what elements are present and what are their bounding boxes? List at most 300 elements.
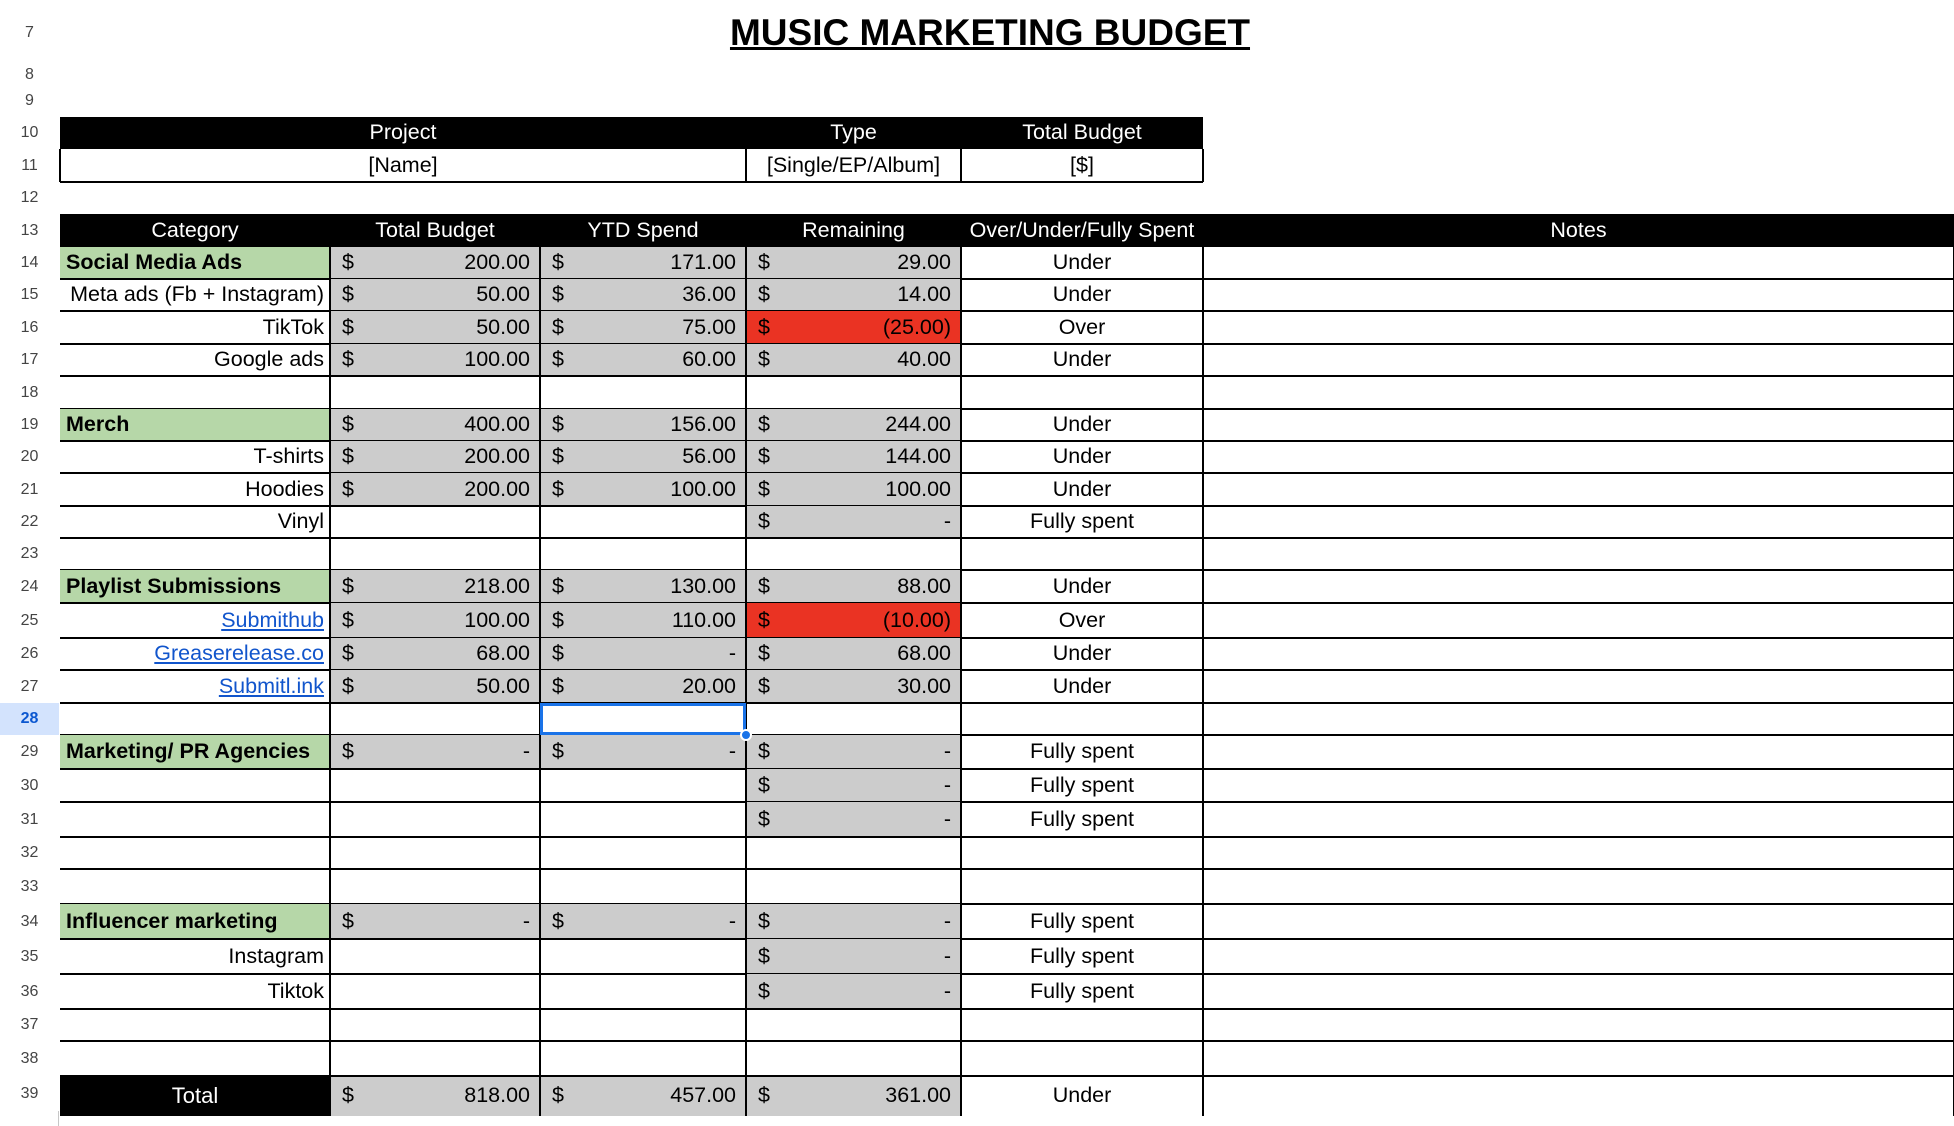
status-cell[interactable]: Under <box>1052 282 1112 307</box>
category-item[interactable] <box>60 473 330 506</box>
category-item[interactable] <box>60 670 330 703</box>
currency-symbol: $ <box>552 573 564 598</box>
grid-line <box>745 376 747 409</box>
row-number-29[interactable]: 29 <box>0 735 59 769</box>
grid-line <box>960 441 962 473</box>
currency-symbol: $ <box>342 673 354 698</box>
amount-value: - <box>943 739 951 764</box>
currency-symbol: $ <box>758 641 770 666</box>
amount-value: 144.00 <box>885 444 951 469</box>
grid-line <box>1202 802 1204 837</box>
currency-symbol: $ <box>342 739 354 764</box>
grid-line <box>745 837 747 869</box>
grid-line <box>745 974 747 1009</box>
grid-line <box>539 1076 541 1116</box>
grid-line <box>329 441 331 473</box>
currency-symbol: $ <box>342 573 354 598</box>
remaining-cell[interactable] <box>746 769 961 802</box>
row-number-28[interactable]: 28 <box>0 703 59 735</box>
row-number-34[interactable]: 34 <box>0 904 59 939</box>
grid-line <box>745 1076 747 1116</box>
ytd-spend-cell[interactable] <box>540 638 746 670</box>
remaining-cell[interactable] <box>746 311 961 344</box>
amount-value: 75.00 <box>682 314 736 339</box>
selected-cell[interactable] <box>540 703 746 735</box>
row-number-21[interactable]: 21 <box>0 473 59 506</box>
grid-line <box>1202 409 1204 441</box>
amount-value: 110.00 <box>671 607 736 632</box>
currency-symbol: $ <box>342 607 354 632</box>
amount-value: - <box>943 806 951 831</box>
grid-line <box>60 1075 1954 1077</box>
grid-line <box>960 149 962 182</box>
status-cell[interactable]: Under <box>1052 673 1112 698</box>
budget-cell[interactable] <box>330 409 540 441</box>
currency-symbol: $ <box>758 1083 770 1108</box>
currency-symbol: $ <box>552 607 564 632</box>
budget-cell[interactable] <box>330 603 540 638</box>
category-heading[interactable] <box>60 409 330 441</box>
status-cell[interactable]: Fully spent <box>1030 908 1134 933</box>
row-number-10[interactable]: 10 <box>0 117 59 149</box>
row-number-30[interactable]: 30 <box>0 769 59 802</box>
status-cell[interactable]: Fully spent <box>1030 739 1134 764</box>
grid-line <box>539 1041 541 1076</box>
row-number-18[interactable]: 18 <box>0 376 59 409</box>
row-number-13[interactable]: 13 <box>0 214 59 247</box>
grid-line <box>539 376 541 409</box>
category-item[interactable] <box>60 279 330 311</box>
category-label: TikTok <box>262 314 324 339</box>
row-number-38[interactable]: 38 <box>0 1041 59 1076</box>
grid-line <box>329 904 331 939</box>
grid-line <box>60 1040 1954 1042</box>
category-item[interactable] <box>60 638 330 670</box>
amount-value: - <box>522 739 530 764</box>
amount-value: - <box>728 908 736 933</box>
amount-value: 171.00 <box>670 250 736 275</box>
status-cell[interactable]: Under <box>1052 573 1112 598</box>
project-value-0[interactable]: [Name] <box>368 152 438 177</box>
grid-line <box>1202 638 1204 670</box>
currency-symbol: $ <box>342 476 354 501</box>
row-number-27[interactable]: 27 <box>0 670 59 703</box>
grid-line <box>1202 1076 1204 1116</box>
grid-line <box>59 149 61 182</box>
budget-cell[interactable] <box>330 473 540 506</box>
row-number-33[interactable]: 33 <box>0 869 59 904</box>
status-cell[interactable]: Under <box>1052 444 1112 469</box>
grid-line <box>1202 1041 1204 1076</box>
grid-line <box>539 769 541 802</box>
row-number-26[interactable]: 26 <box>0 638 59 670</box>
category-heading[interactable] <box>60 247 330 279</box>
grid-line <box>539 538 541 570</box>
amount-value: - <box>943 943 951 968</box>
category-heading[interactable] <box>60 904 330 939</box>
status-cell[interactable]: Over <box>1058 314 1106 339</box>
category-link[interactable]: Submithub <box>221 607 324 632</box>
total-status-cell[interactable]: Under <box>1052 1083 1112 1108</box>
row-number-31[interactable]: 31 <box>0 802 59 837</box>
page-title: MUSIC MARKETING BUDGET <box>729 12 1251 53</box>
currency-symbol: $ <box>342 250 354 275</box>
category-label: Merch <box>66 412 130 437</box>
grid-line <box>329 974 331 1009</box>
amount-value: 40.00 <box>897 347 951 372</box>
grid-line <box>329 570 331 603</box>
currency-symbol: $ <box>552 476 564 501</box>
remaining-cell[interactable] <box>746 802 961 837</box>
grid-line <box>1202 149 1204 182</box>
ytd-spend-cell[interactable] <box>540 904 746 939</box>
grid-line <box>539 311 541 344</box>
grid-line <box>960 670 962 703</box>
row-number-16[interactable]: 16 <box>0 311 59 344</box>
row-number-39[interactable]: 39 <box>0 1076 59 1111</box>
ytd-spend-cell[interactable] <box>540 570 746 603</box>
remaining-cell[interactable] <box>746 974 961 1009</box>
grid-line <box>960 1076 962 1116</box>
grid-line <box>960 247 962 279</box>
grid-line <box>60 375 1954 377</box>
currency-symbol: $ <box>758 509 770 534</box>
amount-value: (10.00) <box>882 607 951 632</box>
amount-value: 68.00 <box>897 641 951 666</box>
category-item[interactable] <box>60 769 330 802</box>
category-label: Tiktok <box>267 978 324 1003</box>
grid-line <box>960 473 962 506</box>
currency-symbol: $ <box>758 908 770 933</box>
grid-line <box>745 603 747 638</box>
status-cell[interactable]: Under <box>1052 250 1112 275</box>
remaining-cell[interactable] <box>746 473 961 506</box>
remaining-cell[interactable] <box>746 904 961 939</box>
category-item[interactable] <box>60 939 330 974</box>
amount-value: 400.00 <box>464 412 530 437</box>
amount-value: 200.00 <box>464 476 530 501</box>
budget-cell[interactable] <box>330 904 540 939</box>
currency-symbol: $ <box>758 978 770 1003</box>
grid-line <box>60 868 1954 870</box>
amount-value: 100.00 <box>670 476 736 501</box>
grid-line <box>539 939 541 974</box>
amount-value: 50.00 <box>476 673 530 698</box>
grid-line <box>329 538 331 570</box>
grid-line <box>1202 904 1204 939</box>
grid-line <box>745 247 747 279</box>
currency-symbol: $ <box>342 347 354 372</box>
amount-value: 218.00 <box>464 573 530 598</box>
grid-line <box>329 869 331 904</box>
currency-symbol: $ <box>552 739 564 764</box>
amount-value: 156.00 <box>670 412 736 437</box>
row-number-8[interactable]: 8 <box>0 65 59 85</box>
grid-line <box>960 869 962 904</box>
grid-line <box>539 802 541 837</box>
ytd-spend-cell[interactable] <box>540 670 746 703</box>
category-label: Social Media Ads <box>66 250 243 275</box>
category-label: T-shirts <box>253 444 324 469</box>
remaining-cell[interactable] <box>746 735 961 769</box>
fill-handle[interactable] <box>740 729 752 741</box>
ytd-spend-cell[interactable] <box>540 473 746 506</box>
grid-line <box>539 670 541 703</box>
category-heading[interactable] <box>60 735 330 769</box>
grid-line <box>745 769 747 802</box>
grid-line <box>745 939 747 974</box>
grid-line <box>960 939 962 974</box>
remaining-cell[interactable] <box>746 603 961 638</box>
amount-value: 88.00 <box>897 573 951 598</box>
row-number-20[interactable]: 20 <box>0 441 59 473</box>
budget-cell[interactable] <box>330 247 540 279</box>
grid-line <box>1202 769 1204 802</box>
currency-symbol: $ <box>552 314 564 339</box>
ytd-spend-cell[interactable] <box>540 409 746 441</box>
grid-line <box>539 1009 541 1041</box>
grid-line <box>745 802 747 837</box>
currency-symbol: $ <box>758 250 770 275</box>
amount-value: 36.00 <box>682 282 736 307</box>
currency-symbol: $ <box>758 282 770 307</box>
grid-line <box>960 703 962 735</box>
currency-symbol: $ <box>552 1083 564 1108</box>
row-number-22[interactable]: 22 <box>0 506 59 538</box>
grid-line <box>745 344 747 376</box>
category-item[interactable] <box>60 974 330 1009</box>
grid-line <box>329 703 331 735</box>
status-cell[interactable]: Fully spent <box>1030 509 1134 534</box>
row-number-9[interactable]: 9 <box>0 85 59 117</box>
grid-line <box>539 473 541 506</box>
grid-line <box>329 769 331 802</box>
status-cell[interactable]: Under <box>1052 641 1112 666</box>
currency-symbol: $ <box>342 444 354 469</box>
category-item[interactable] <box>60 603 330 638</box>
total-ytd-cell[interactable] <box>540 1076 746 1116</box>
row-number-7[interactable]: 7 <box>0 0 59 65</box>
amount-value: - <box>943 978 951 1003</box>
grid-line <box>329 837 331 869</box>
grid-line <box>960 376 962 409</box>
currency-symbol: $ <box>552 673 564 698</box>
currency-symbol: $ <box>342 314 354 339</box>
remaining-cell[interactable] <box>746 344 961 376</box>
status-cell[interactable]: Fully spent <box>1030 806 1134 831</box>
total-remaining-cell[interactable] <box>746 1076 961 1116</box>
currency-symbol: $ <box>758 573 770 598</box>
grid-line <box>960 344 962 376</box>
remaining-cell[interactable] <box>746 441 961 473</box>
amount-value: 200.00 <box>464 250 530 275</box>
status-cell[interactable]: Fully spent <box>1030 978 1134 1003</box>
column-header-ytd-spend: YTD Spend <box>540 214 746 247</box>
remaining-cell[interactable] <box>746 638 961 670</box>
grid-line <box>329 1009 331 1041</box>
grid-line <box>329 802 331 837</box>
budget-cell[interactable] <box>330 638 540 670</box>
budget-cell[interactable] <box>330 441 540 473</box>
total-label: Total <box>60 1076 330 1116</box>
category-item[interactable] <box>60 441 330 473</box>
total-budget-cell[interactable] <box>330 1076 540 1116</box>
grid-line <box>539 603 541 638</box>
row-number-17[interactable]: 17 <box>0 344 59 376</box>
category-item[interactable] <box>60 802 330 837</box>
project-value-1[interactable]: [Single/EP/Album] <box>766 152 941 177</box>
grid-line <box>329 506 331 538</box>
grid-line <box>329 638 331 670</box>
budget-cell[interactable] <box>330 311 540 344</box>
grid-line <box>960 904 962 939</box>
row-number-35[interactable]: 35 <box>0 939 59 974</box>
grid-line <box>329 311 331 344</box>
grid-line <box>539 837 541 869</box>
category-link[interactable]: Submitl.ink <box>218 673 324 698</box>
row-number-32[interactable]: 32 <box>0 837 59 869</box>
category-item[interactable] <box>60 344 330 376</box>
budget-cell[interactable] <box>330 344 540 376</box>
row-number-15[interactable]: 15 <box>0 279 59 311</box>
status-cell[interactable]: Over <box>1058 607 1106 632</box>
category-label: Playlist Submissions <box>66 573 282 598</box>
category-item[interactable] <box>60 506 330 538</box>
column-header-category: Category <box>60 214 330 247</box>
ytd-spend-cell[interactable] <box>540 441 746 473</box>
remaining-cell[interactable] <box>746 409 961 441</box>
grid-line <box>960 506 962 538</box>
category-label: Meta ads (Fb + Instagram) <box>70 282 324 307</box>
ytd-spend-cell[interactable] <box>540 603 746 638</box>
ytd-spend-cell[interactable] <box>540 735 746 769</box>
currency-symbol: $ <box>342 1083 354 1108</box>
currency-symbol: $ <box>552 282 564 307</box>
amount-value: 30.00 <box>897 673 951 698</box>
grid-line <box>1202 1009 1204 1041</box>
column-header-over-under-fully-spent: Over/Under/Fully Spent <box>961 214 1203 247</box>
grid-line <box>539 638 541 670</box>
status-cell[interactable]: Under <box>1052 347 1112 372</box>
category-label: Marketing/ PR Agencies <box>66 739 311 764</box>
category-link[interactable]: Greaserelease.co <box>154 641 324 666</box>
category-label: Vinyl <box>277 509 324 534</box>
row-number-11[interactable]: 11 <box>0 149 59 182</box>
row-number-19[interactable]: 19 <box>0 409 59 441</box>
currency-symbol: $ <box>552 444 564 469</box>
amount-value: 29.00 <box>897 250 951 275</box>
amount-value: - <box>943 509 951 534</box>
category-item[interactable] <box>60 311 330 344</box>
grid-line <box>539 974 541 1009</box>
project-header-0: Project <box>60 117 746 149</box>
currency-symbol: $ <box>552 412 564 437</box>
grid-line <box>329 670 331 703</box>
amount-value: 14.00 <box>897 282 951 307</box>
grid-line <box>539 735 541 769</box>
currency-symbol: $ <box>758 347 770 372</box>
grid-line <box>960 1041 962 1076</box>
grid-line <box>1202 441 1204 473</box>
grid-line <box>745 869 747 904</box>
ytd-spend-cell[interactable] <box>540 344 746 376</box>
category-heading[interactable] <box>60 570 330 603</box>
grid-line <box>60 702 1954 704</box>
grid-line <box>1202 473 1204 506</box>
remaining-cell[interactable] <box>746 939 961 974</box>
row-number-25[interactable]: 25 <box>0 603 59 638</box>
row-number-12[interactable]: 12 <box>0 182 59 214</box>
grid-line <box>329 1041 331 1076</box>
currency-symbol: $ <box>552 250 564 275</box>
grid-line <box>960 279 962 311</box>
remaining-cell[interactable] <box>746 570 961 603</box>
column-header-total-budget: Total Budget <box>330 214 540 247</box>
amount-value: 457.00 <box>670 1083 736 1108</box>
row-number-24[interactable]: 24 <box>0 570 59 603</box>
grid-line <box>1202 247 1204 279</box>
amount-value: - <box>728 641 736 666</box>
grid-line <box>539 506 541 538</box>
row-number-37[interactable]: 37 <box>0 1009 59 1041</box>
status-cell[interactable]: Fully spent <box>1030 943 1134 968</box>
row-number-36[interactable]: 36 <box>0 974 59 1009</box>
budget-cell[interactable] <box>330 735 540 769</box>
grid-line <box>960 311 962 344</box>
row-number-14[interactable]: 14 <box>0 247 59 279</box>
amount-value: (25.00) <box>882 314 951 339</box>
status-cell[interactable]: Fully spent <box>1030 772 1134 797</box>
ytd-spend-cell[interactable] <box>540 279 746 311</box>
project-value-2[interactable]: [$] <box>1070 152 1094 177</box>
grid-line <box>1202 837 1204 869</box>
row-number-23[interactable]: 23 <box>0 538 59 570</box>
remaining-cell[interactable] <box>746 670 961 703</box>
remaining-cell[interactable] <box>746 506 961 538</box>
remaining-cell[interactable] <box>746 247 961 279</box>
currency-symbol: $ <box>758 476 770 501</box>
grid-line <box>539 409 541 441</box>
grid-line <box>1202 279 1204 311</box>
currency-symbol: $ <box>552 641 564 666</box>
grid-line <box>329 279 331 311</box>
grid-line <box>329 247 331 279</box>
budget-cell[interactable] <box>330 670 540 703</box>
grid-line <box>329 939 331 974</box>
amount-value: 68.00 <box>476 641 530 666</box>
remaining-cell[interactable] <box>746 279 961 311</box>
status-cell[interactable]: Under <box>1052 476 1112 501</box>
grid-line <box>1202 538 1204 570</box>
grid-line <box>1202 344 1204 376</box>
grid-line <box>539 344 541 376</box>
grid-line <box>960 538 962 570</box>
amount-value: 100.00 <box>464 607 530 632</box>
amount-value: 818.00 <box>464 1083 530 1108</box>
status-cell[interactable]: Under <box>1052 412 1112 437</box>
budget-cell[interactable] <box>330 570 540 603</box>
amount-value: - <box>943 772 951 797</box>
grid-line <box>60 836 1954 838</box>
ytd-spend-cell[interactable] <box>540 311 746 344</box>
currency-symbol: $ <box>758 314 770 339</box>
category-label: Google ads <box>214 347 324 372</box>
grid-line <box>1202 703 1204 735</box>
amount-value: 50.00 <box>476 282 530 307</box>
grid-line <box>745 638 747 670</box>
ytd-spend-cell[interactable] <box>540 247 746 279</box>
budget-cell[interactable] <box>330 279 540 311</box>
